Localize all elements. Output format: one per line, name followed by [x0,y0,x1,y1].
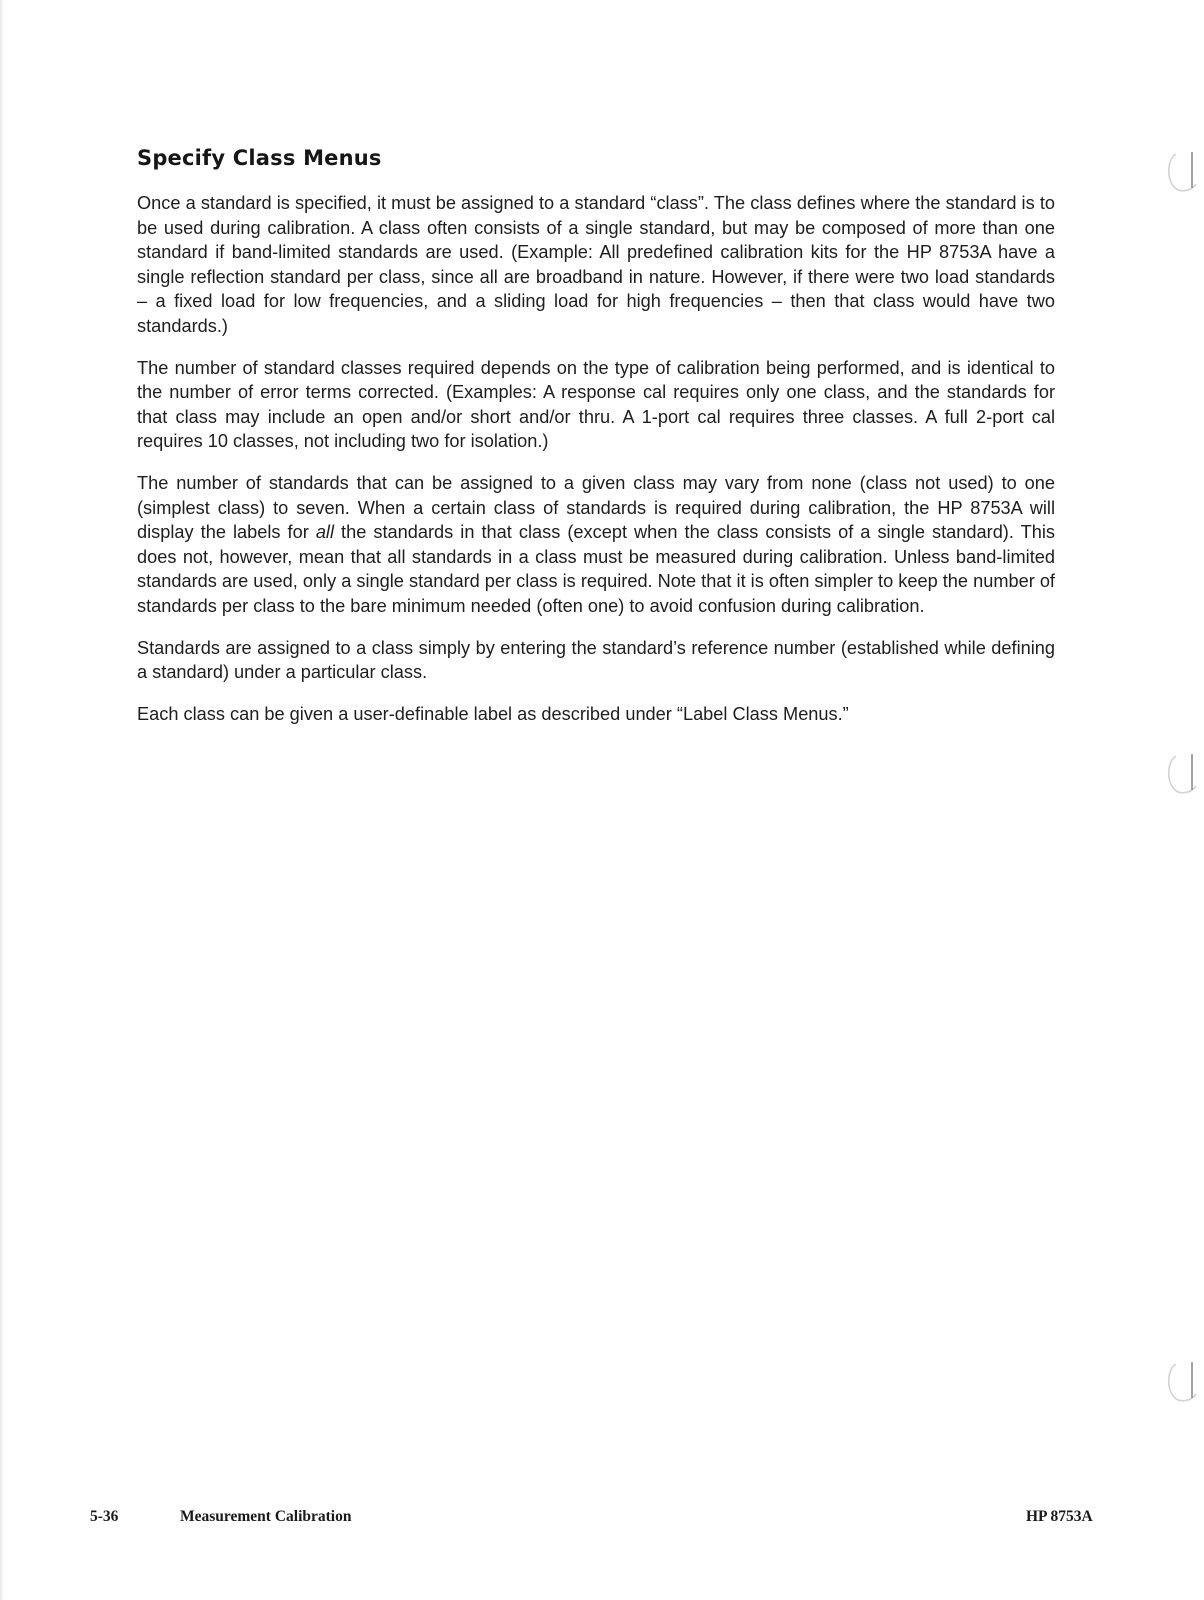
emphasis-text: all [315,522,335,543]
paragraph-class-labels: Each class can be given a user-definable label as described under “Label Class Menus.” [137,703,849,724]
binder-hole-mark [1164,1360,1198,1404]
paragraph-part: The number of standards that can be assigned to a given class may vary from none (class not used) to one (simplest class) to seven. When a certain class of standards is required during calibration, the HP 8753A will display the labels for [137,472,1055,543]
section-title: Specify Class Menus [137,146,382,170]
product-name: HP 8753A [1026,1508,1093,1525]
section-body [137,191,1055,743]
paragraph-part: the standards in that class (except when the class consists of a single standard). This does not, however, mean that all standards in a class must be measured during calibration. Unless band-limited standards are used, only a single standard per class is required. Note that it is often simpler to keep the number of standards per class to the bare minimum needed (often one) to avoid confusion during calibration. [137,522,1055,616]
chapter-title: Measurement Calibration [180,1508,352,1525]
page-number: 5-36 [90,1508,119,1525]
binder-hole-mark [1164,150,1198,194]
paragraph-class-definition: Once a standard is specified, it must be assigned to a standard “class”. The class defines where the standard is to be used during calibration. A class often consists of a single standard, but may be composed of more than one standard if band-limited standards are used. (Example: All predefined calibration kits for the HP 8753A have a single reflection standard per class, since all are broadband in nature. However, if there were two load standards – a fixed load for low frequencies, and a sliding load for high frequencies – then that class would have two standards.) [137,193,1055,336]
paragraph-assigning-standards: Standards are assigned to a class simply by entering the standard’s reference number (established while defining a standard) under a particular class. [137,637,1055,683]
paragraph-classes-required: The number of standard classes required depends on the type of calibration being performed, and is identical to the number of error terms corrected. (Examples: A response cal requires only one class, and the standards for that class may include an open and/or short and/or thru. A 1-port cal requires three classes. A full 2-port cal requires 10 classes, not including two for isolation.) [137,357,1055,452]
page-edge-shadow [0,0,4,1600]
binder-hole-mark [1164,752,1198,796]
paragraph-standards-per-class [137,471,1055,619]
